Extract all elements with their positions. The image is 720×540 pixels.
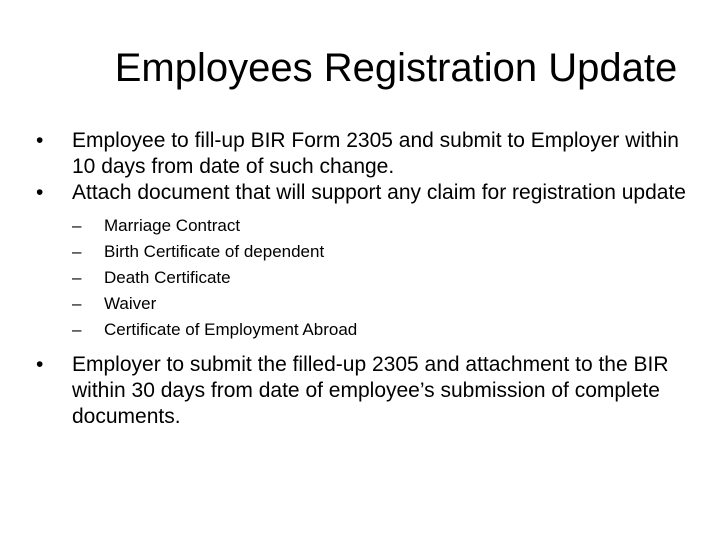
- bullet-text: Employer to submit the filled-up 2305 and attachment to the BIR within 30 days from date of employee’s submission of complete documents.: [72, 353, 669, 428]
- bullet-item: [36, 180, 686, 206]
- sub-item-text: Marriage Contract: [104, 216, 241, 235]
- dash-marker: –: [72, 294, 82, 313]
- dash-marker: –: [72, 320, 82, 339]
- slide-content: [36, 128, 686, 430]
- sub-item-text: Death Certificate: [104, 268, 231, 287]
- sub-item-text: Certificate of Employment Abroad: [104, 320, 358, 339]
- dash-marker: –: [72, 216, 82, 235]
- sub-list: [36, 213, 686, 343]
- bullet-item: [36, 352, 686, 430]
- sub-list-item: [36, 213, 686, 239]
- sub-list-item: [36, 291, 686, 317]
- sub-list-item: [36, 239, 686, 265]
- dash-marker: –: [72, 242, 82, 261]
- dash-marker: –: [72, 268, 82, 287]
- sub-list-item: [36, 317, 686, 343]
- sub-item-text: Waiver: [104, 294, 157, 313]
- bullet-text: Employee to fill-up BIR Form 2305 and submit to Employer within 10 days from date of such change.: [72, 129, 679, 178]
- sub-item-text: Birth Certificate of dependent: [104, 242, 325, 261]
- slide-title: Employees Registration Update: [114, 46, 678, 90]
- bullet-marker: •: [36, 129, 44, 152]
- bullet-marker: •: [36, 181, 44, 204]
- bullet-marker: •: [36, 353, 44, 376]
- sub-list-item: [36, 265, 686, 291]
- bullet-text: Attach document that will support any claim for registration update: [72, 181, 686, 204]
- bullet-item: [36, 128, 686, 180]
